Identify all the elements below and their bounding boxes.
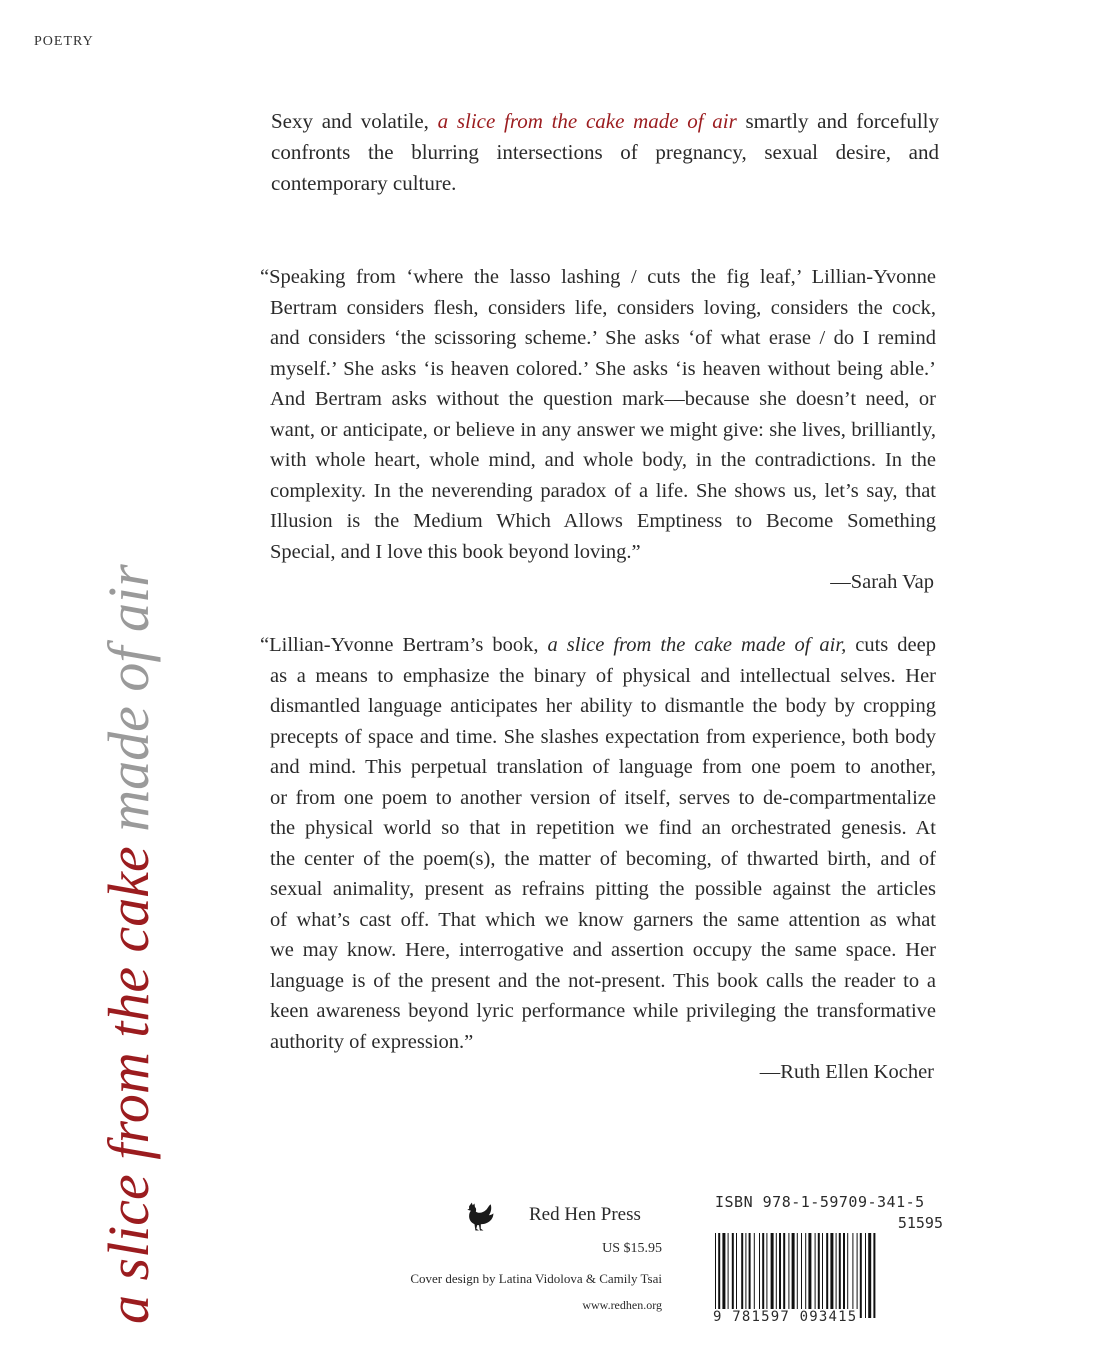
barcode-bar — [715, 1233, 716, 1318]
barcode-bar — [771, 1233, 774, 1318]
barcode-bar — [792, 1233, 795, 1318]
barcode-bar — [805, 1233, 806, 1318]
book-pitch — [271, 106, 939, 199]
barcode-bar — [830, 1233, 833, 1318]
barcode-bar — [783, 1233, 785, 1318]
blurb-line: keen awareness beyond lyric performance while privileging the transformative — [270, 1000, 936, 1022]
blurb-line: precepts of space and time. She slashes expectation from experience, both body — [270, 725, 936, 748]
blurb-book-title: a slice from the cake made of air, — [547, 634, 847, 656]
barcode-bar — [839, 1233, 841, 1318]
blurb-line: myself.’ She asks ‘is heaven colored.’ She asks ‘is heaven without being able.’ — [270, 357, 936, 380]
barcode-bar — [857, 1233, 858, 1318]
blurb-line: Illusion is the Medium Which Allows Emptiness to Become Something — [270, 510, 936, 532]
barcode-bar — [873, 1233, 875, 1318]
pitch-intro: Sexy and volatile, — [271, 109, 438, 133]
blurb-line: or from one poem to another version of itself, serves to de-compartmentalize — [270, 786, 936, 809]
publisher-name: Red Hen Press — [529, 1204, 641, 1225]
spine-title — [96, 564, 161, 1324]
barcode-bar — [797, 1233, 798, 1318]
blurb-line: dismantled language anticipates her ability to dismantle the body by cropping — [270, 695, 936, 717]
blurb-line: Bertram considers flesh, considers life, considers loving, considers the cock, — [270, 296, 936, 319]
barcode-digits: 9 781597 093415 — [713, 1309, 858, 1325]
barcode-bar — [728, 1233, 729, 1318]
barcode-bar — [801, 1233, 802, 1318]
blurb-line: want, or anticipate, or believe in any answer we might give: she lives, brilliantly, — [270, 418, 936, 441]
barcode-bar — [736, 1233, 737, 1318]
barcode-bar — [818, 1233, 820, 1318]
blurb-ruth-ellen-kocher — [260, 630, 936, 1088]
spine-title-gray: made of air — [96, 564, 161, 847]
blurb-line: And Bertram asks without the question mark—because she doesn’t need, or — [270, 388, 936, 410]
pitch-rest: smartly and forcefully confronts the blurring intersections of pregnancy, sexual desire, and contemporary culture. — [271, 109, 939, 195]
barcode-bar — [741, 1233, 743, 1318]
barcode-bar — [754, 1233, 755, 1318]
barcode-bar — [868, 1233, 871, 1318]
blurb-line: and considers ‘the scissoring scheme.’ She asks ‘of what erase / do I remind — [270, 327, 936, 349]
blurb-line: complexity. In the neverending paradox of a life. She shows us, let’s say, that — [270, 479, 936, 502]
price-code: 51595 — [897, 1214, 943, 1232]
barcode-bar — [822, 1233, 823, 1318]
pitch-book-title: a slice from the cake made of air — [437, 109, 737, 133]
barcode-bar — [852, 1233, 853, 1318]
barcode-bar — [815, 1233, 816, 1318]
barcode-bar — [745, 1233, 746, 1318]
blurb-line: language is of the present and the not-present. This book calls the reader to a — [270, 969, 936, 992]
barcode-bar — [718, 1233, 720, 1318]
barcode-bar — [836, 1233, 837, 1318]
blurb-line: “Speaking from ‘where the lasso lashing / cuts the fig leaf,’ Lillian-Yvonne — [260, 266, 936, 288]
isbn-barcode — [703, 1193, 953, 1328]
blurb-line: authority of expression.” — [270, 1030, 474, 1053]
category-label: POETRY — [34, 34, 94, 49]
blurb-line: of what’s cast off. That which we know garners the same attention as what — [270, 908, 936, 931]
blurb-attribution: —Sarah Vap — [830, 571, 934, 593]
blurb-sarah-vap — [260, 262, 936, 598]
barcode-bar — [788, 1233, 789, 1318]
barcode-bar — [766, 1233, 767, 1318]
spine-title-red: a slice from the cake — [96, 846, 161, 1324]
barcode-bar — [776, 1233, 777, 1318]
barcode-bar — [860, 1233, 862, 1318]
blurb-first-line-before: “Lillian-Yvonne Bertram’s book, — [260, 634, 548, 656]
barcode-bar — [808, 1233, 811, 1318]
barcode-bar — [865, 1233, 866, 1318]
barcode-bars — [713, 1233, 945, 1318]
blurb-line: and mind. This perpetual translation of language from one poem to another, — [270, 756, 936, 778]
barcode-bar — [722, 1233, 725, 1318]
blurb-line: Special, and I love this book beyond loving.” — [270, 540, 641, 563]
isbn-number: ISBN 978-1-59709-341-5 — [715, 1193, 925, 1211]
barcode-bar — [732, 1233, 734, 1318]
barcode-bar — [762, 1233, 764, 1318]
hen-icon — [461, 1199, 497, 1235]
barcode-bar — [779, 1233, 781, 1318]
blurb-attribution: —Ruth Ellen Kocher — [759, 1061, 934, 1083]
barcode-bar — [826, 1233, 828, 1318]
cover-design-credit: Cover design by Latina Vidolova & Camily Tsai — [410, 1271, 662, 1286]
barcode-bar — [847, 1233, 848, 1318]
blurb-line: as a means to emphasize the binary of physical and intellectual selves. Her — [270, 664, 936, 687]
publisher-website: www.redhen.org — [582, 1298, 662, 1312]
barcode-bar — [759, 1233, 760, 1318]
blurb-line: the physical world so that in repetition we find an orchestrated genesis. At — [270, 817, 936, 839]
barcode-bar — [749, 1233, 751, 1318]
price: US $15.95 — [602, 1241, 662, 1256]
blurb-line: the center of the poem(s), the matter of becoming, of thwarted birth, and of — [270, 847, 936, 870]
blurb-line: with whole heart, whole mind, and whole body, in the contradictions. In the — [270, 449, 936, 471]
blurb-line: we may know. Here, interrogative and assertion occupy the same space. Her — [270, 939, 936, 961]
blurb-first-line-after: cuts deep — [846, 634, 936, 656]
blurb-line: sexual animality, present as refrains pitting the possible against the articles — [270, 878, 936, 900]
blurb-first-line — [260, 630, 936, 661]
barcode-bar — [843, 1233, 845, 1318]
